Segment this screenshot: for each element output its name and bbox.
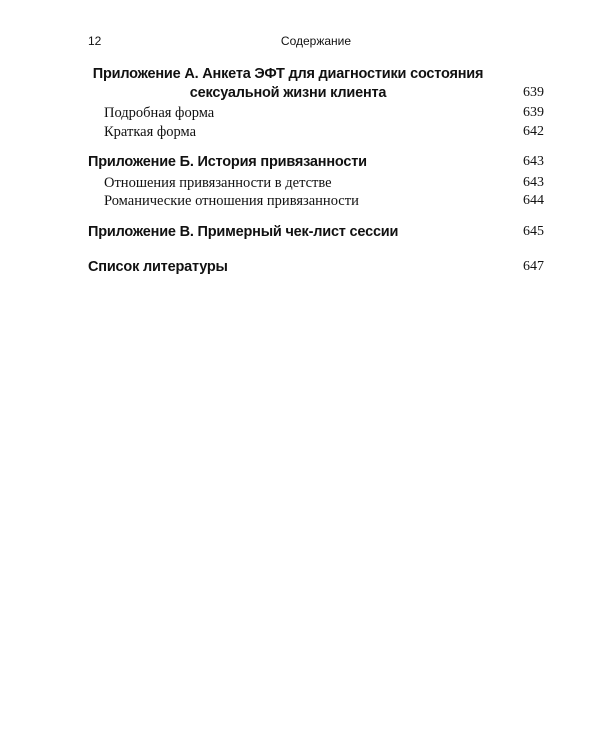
toc-entry-page-number: 639 bbox=[523, 85, 544, 100]
toc-entry-references bbox=[88, 258, 544, 276]
toc-entry-title: Приложение В. Примерный чек-лист сессии bbox=[88, 224, 399, 240]
page-header bbox=[88, 34, 544, 52]
toc-entry-appendix-c bbox=[88, 223, 544, 241]
toc-entry-title-line-1: Приложение А. Анкета ЭФТ для диагностики состояния bbox=[92, 66, 484, 82]
toc-entry-page-number: 643 bbox=[523, 154, 544, 169]
toc-subentry-short-form bbox=[88, 123, 544, 141]
toc-subentry-title: Отношения привязанности в детстве bbox=[104, 175, 332, 191]
toc-entry-title bbox=[88, 65, 488, 102]
toc-subentry-page-number: 643 bbox=[523, 175, 544, 190]
page-number: 12 bbox=[88, 34, 102, 48]
toc-entry-title: Список литературы bbox=[88, 259, 228, 275]
toc-subentry-page-number: 642 bbox=[523, 124, 544, 139]
toc-entry-appendix-b bbox=[88, 153, 544, 171]
toc-subentry-title: Подробная форма bbox=[104, 105, 215, 121]
toc-entry-appendix-a bbox=[88, 65, 544, 103]
toc-subentry-title: Романические отношения привязанности bbox=[104, 193, 359, 209]
toc-subentry-detailed-form bbox=[88, 104, 544, 122]
toc-subentry-page-number: 644 bbox=[523, 193, 544, 208]
toc-subentry-page-number: 639 bbox=[523, 105, 544, 120]
toc-subentry-romantic-attachment bbox=[88, 192, 544, 210]
toc-subentry-childhood-attachment bbox=[88, 174, 544, 192]
toc-entry-title: Приложение Б. История привязанности bbox=[88, 154, 367, 170]
running-title: Содержание bbox=[280, 34, 352, 48]
toc-subentry-title: Краткая форма bbox=[104, 124, 197, 140]
toc-entry-title-line-2: сексуальной жизни клиента bbox=[189, 85, 387, 101]
toc-entry-page-number: 645 bbox=[523, 224, 544, 239]
toc-entry-page-number: 647 bbox=[523, 259, 544, 274]
